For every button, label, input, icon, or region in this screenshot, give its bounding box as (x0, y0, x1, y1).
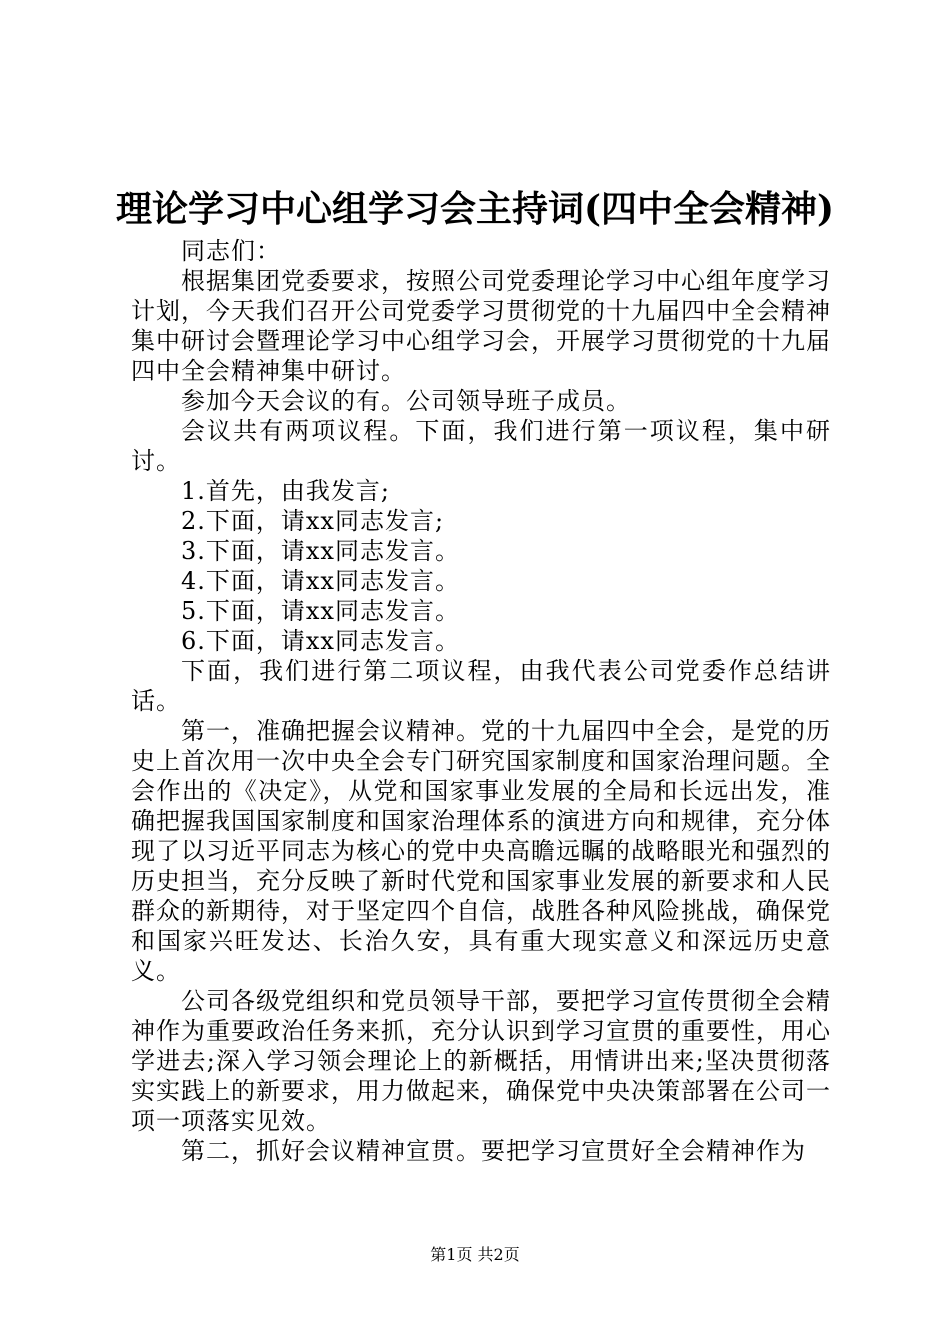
paragraph-intro: 根据集团党委要求，按照公司党委理论学习中心组年度学习计划，今天我们召开公司党委学习贯彻党的十九届四中全会精神集中研讨会暨理论学习中心组学习会，开展学习贯彻党的十九届四中全会精神集中研讨。 (131, 267, 831, 385)
paragraph-implementation: 公司各级党组织和党员领导干部，要把学习宣传贯彻全会精神作为重要政治任务来抓，充分认识到学习宣贯的重要性，用心学进去;深入学习领会理论上的新概括，用情讲出来;坚决贯彻落实实践上的新要求，用力做起来，确保党中央决策部署在公司一项一项落实见效。 (131, 987, 831, 1135)
paragraph-second-agenda: 下面，我们进行第二项议程，由我代表公司党委作总结讲话。 (131, 657, 831, 715)
document-title: 理论学习中心组学习会主持词(四中全会精神) (115, 188, 835, 230)
paragraph-speaker-2: 2.下面，请xx同志发言; (181, 507, 445, 535)
page-number: 第1页 共2页 (430, 1245, 520, 1264)
paragraph-point-two: 第二，抓好会议精神宣贯。要把学习宣贯好全会精神作为 (181, 1137, 806, 1165)
paragraph-agenda: 会议共有两项议程。下面，我们进行第一项议程，集中研讨。 (131, 417, 831, 475)
paragraph-speaker-5: 5.下面，请xx同志发言。 (181, 597, 460, 625)
paragraph-speaker-4: 4.下面，请xx同志发言。 (181, 567, 460, 595)
paragraph-attendees: 参加今天会议的有。公司领导班子成员。 (181, 387, 631, 415)
paragraph-point-one: 第一，准确把握会议精神。党的十九届四中全会，是党的历史上首次用一次中央全会专门研究国家制度和国家治理问题。全会作出的《决定》，从党和国家事业发展的全局和长远出发，准确把握我国国家制度和国家治理体系的演进方向和规律，充分体现了以习近平同志为核心的党中央高瞻远瞩的战略眼光和强烈的历史担当，充分反映了新时代党和国家事业发展的新要求和人民群众的新期待，对于坚定四个自信，战胜各种风险挑战，确保党和国家兴旺发达、长治久安，具有重大现实意义和深远历史意义。 (131, 717, 831, 985)
paragraph-salutation: 同志们： (181, 237, 281, 265)
paragraph-speaker-1: 1.首先，由我发言; (181, 477, 390, 505)
paragraph-speaker-3: 3.下面，请xx同志发言。 (181, 537, 460, 565)
document-body (131, 236, 831, 1166)
paragraph-speaker-6: 6.下面，请xx同志发言。 (181, 627, 460, 655)
